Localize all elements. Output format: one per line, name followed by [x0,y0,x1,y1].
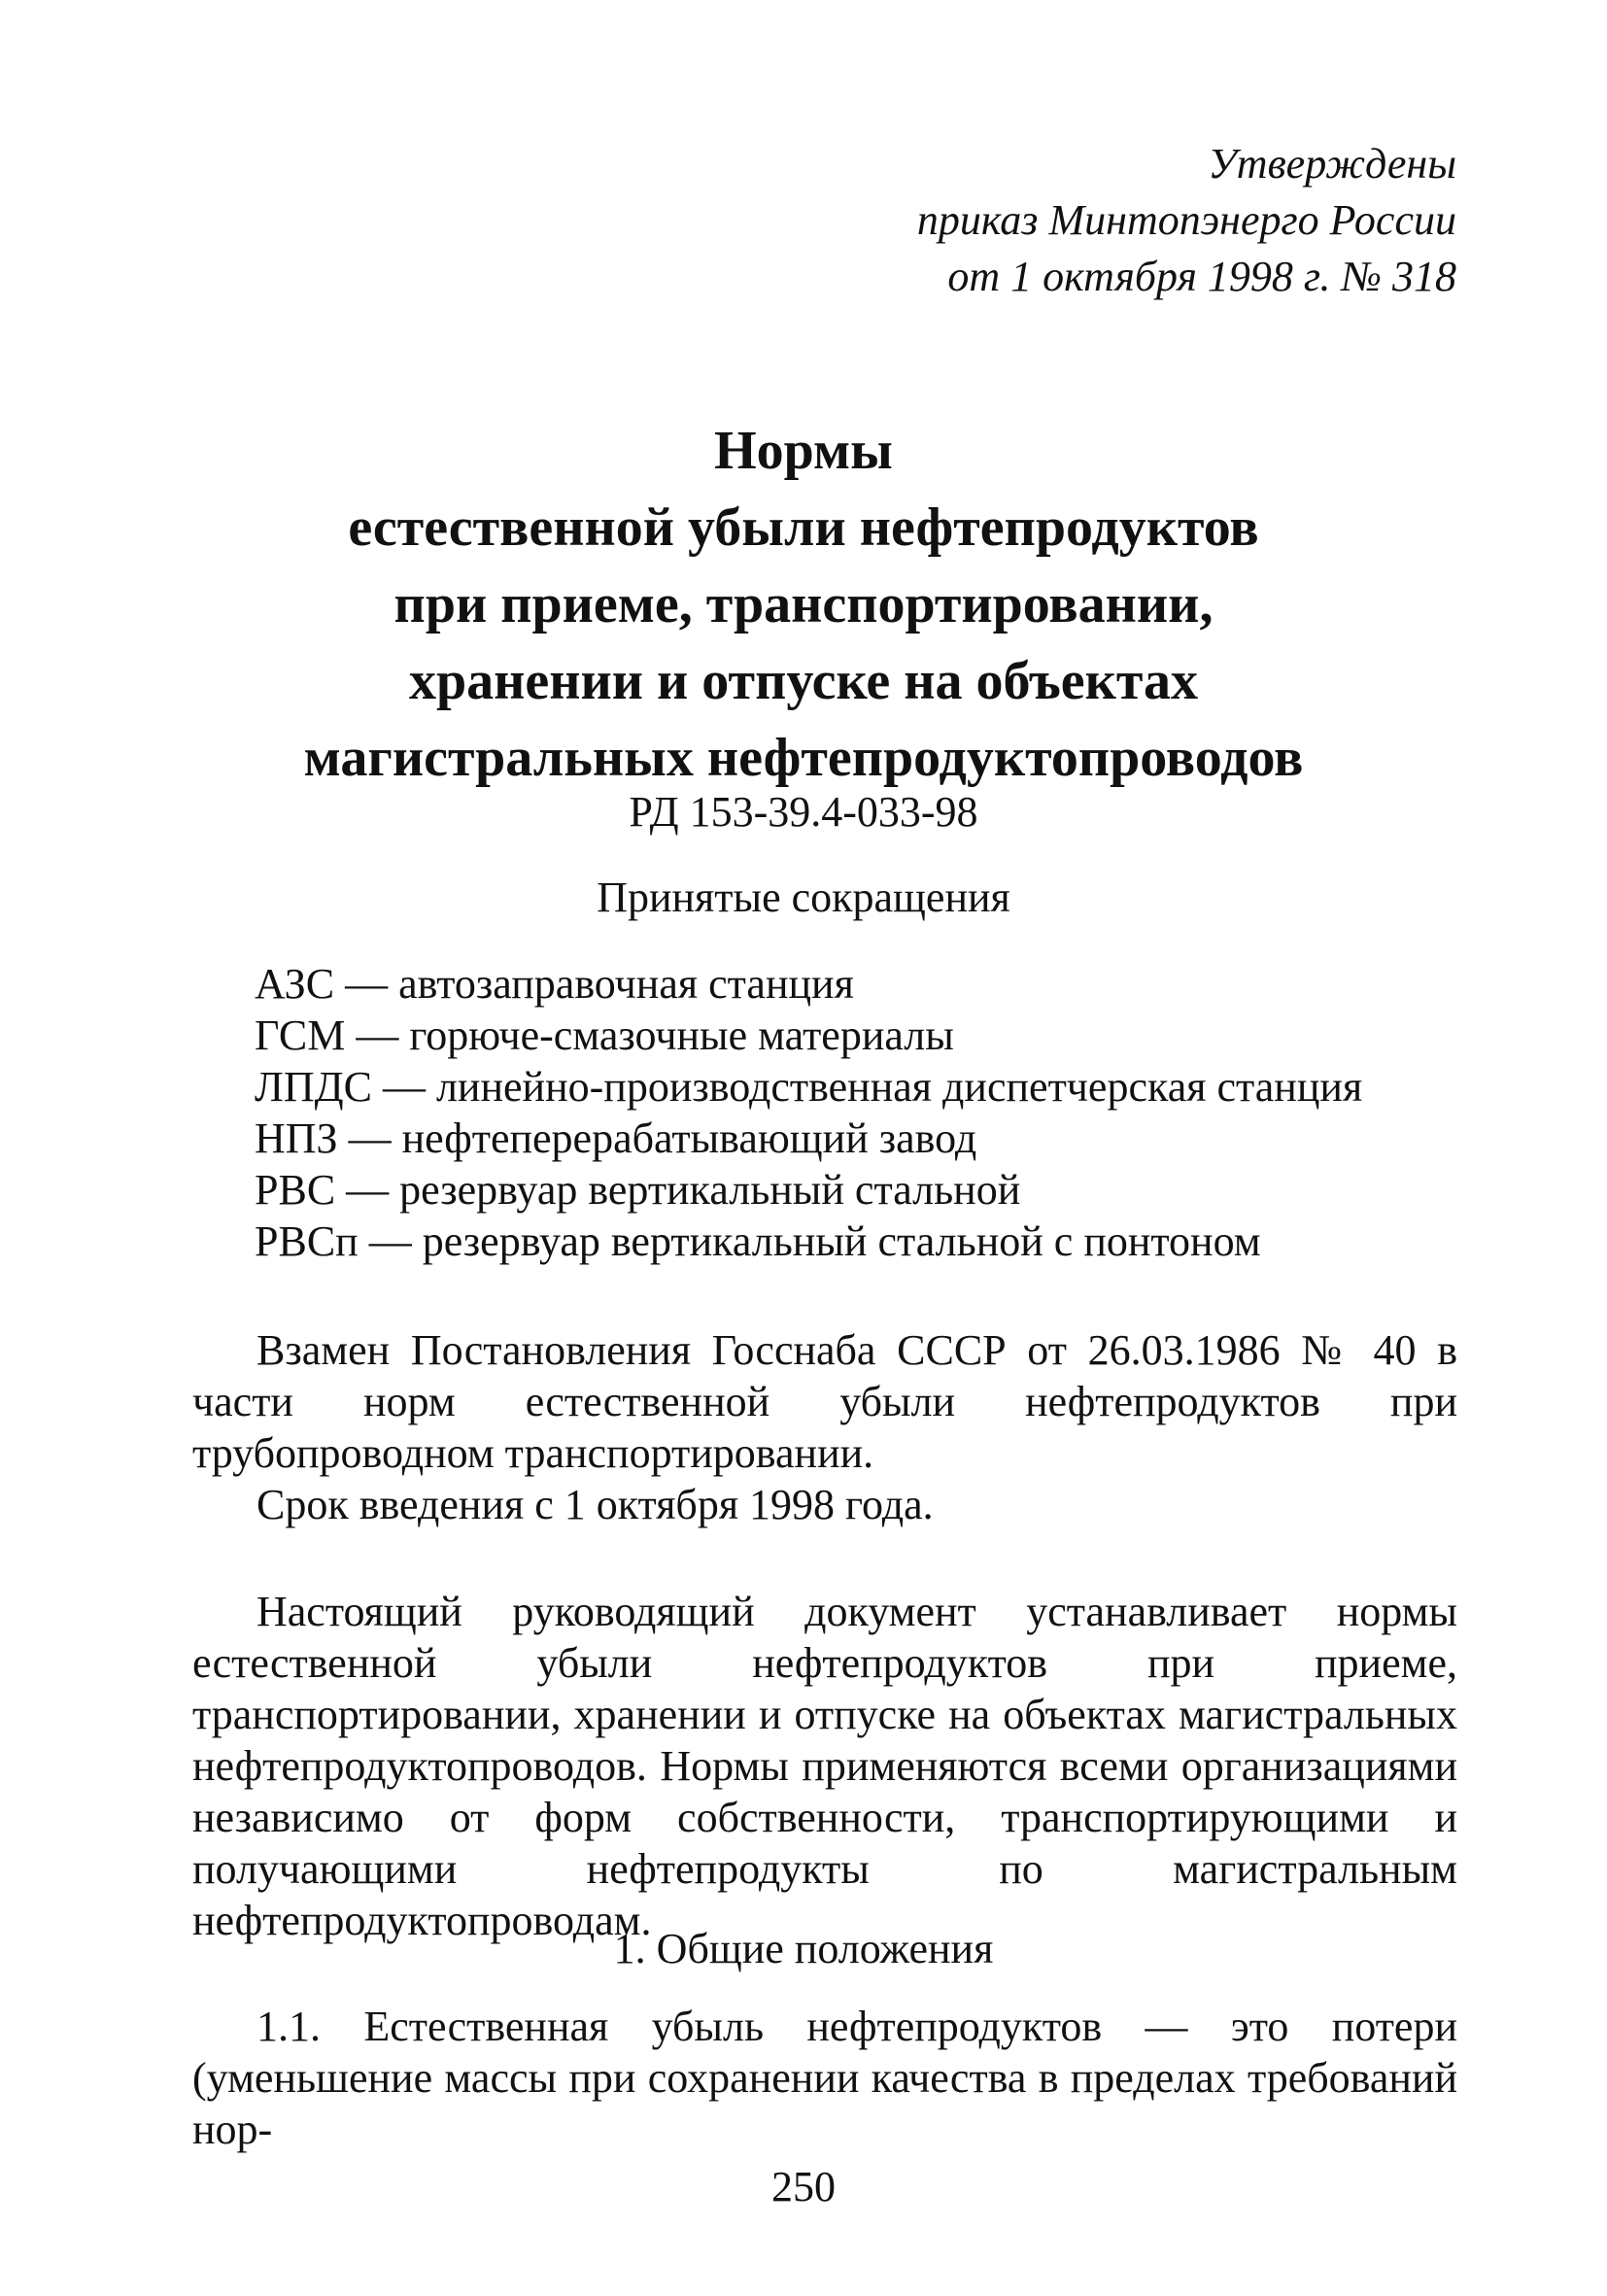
approval-line-1: Утверждены [1208,140,1456,188]
abbreviations-heading: Принятые сокращения [597,874,1010,921]
effective-date-paragraph: Срок введения с 1 октября 1998 года. [256,1481,934,1528]
title-line: магистральных нефтепродуктопроводов [303,728,1304,788]
document-code: РД 153-39.4-033-98 [629,788,978,836]
intro-paragraph: Настоящий руководящий документ устанавливает нормы естественной убыли нефтепродуктов при приеме, транспортировании, хранении и отпуске на объектах магистральных нефтепродуктопроводов. Нормы применяются всеми организациями независимо от форм собственности, транспортирующими и получающими нефтепродукты по магистральным нефтепродуктопроводам. [192,1588,1457,1944]
page-number: 250 [771,2163,836,2210]
replaces-block [192,1324,1457,1530]
title-line: хранении и отпуске на объектах [408,651,1199,711]
approval-line-2: приказ Минтопэнерго России [916,196,1456,244]
section-heading: 1. Общие положения [613,1925,994,1972]
abbreviation-item: НПЗ — нефтеперерабатывающий завод [255,1114,977,1162]
title-line: при приеме, транспортировании, [393,574,1214,634]
title-line: Нормы [714,421,893,481]
abbreviation-item: РВС — резервуар вертикальный стальной [255,1166,1021,1214]
clause-1-1-paragraph: 1.1. Естественная убыль нефтепродуктов — это потери (уменьшение массы при сохранении качества в пределах требований нор- [192,2003,1457,2153]
abbreviation-item: РВСп — резервуар вертикальный стальной с понтоном [255,1217,1261,1265]
approval-line-3: от 1 октября 1998 г. № 318 [947,253,1456,300]
title-line: естественной убыли нефтепродуктов [348,497,1259,558]
abbreviation-item: ГСМ — горюче-смазочные материалы [255,1011,954,1059]
abbreviation-item: ЛПДС — линейно-производственная диспетчерская станция [255,1063,1363,1111]
approval-block [917,136,1456,305]
clause-block [192,2001,1457,2155]
abbreviations-list [255,958,1362,1267]
document-title [0,413,1607,797]
replaces-paragraph: Взамен Постановления Госснаба СССР от 26.03.1986 № 40 в части норм естественной убыли нефтепродуктов при трубопроводном транспортировании. [192,1326,1457,1477]
abbreviation-item: АЗС — автозаправочная станция [255,960,854,1008]
intro-block [192,1586,1457,1946]
